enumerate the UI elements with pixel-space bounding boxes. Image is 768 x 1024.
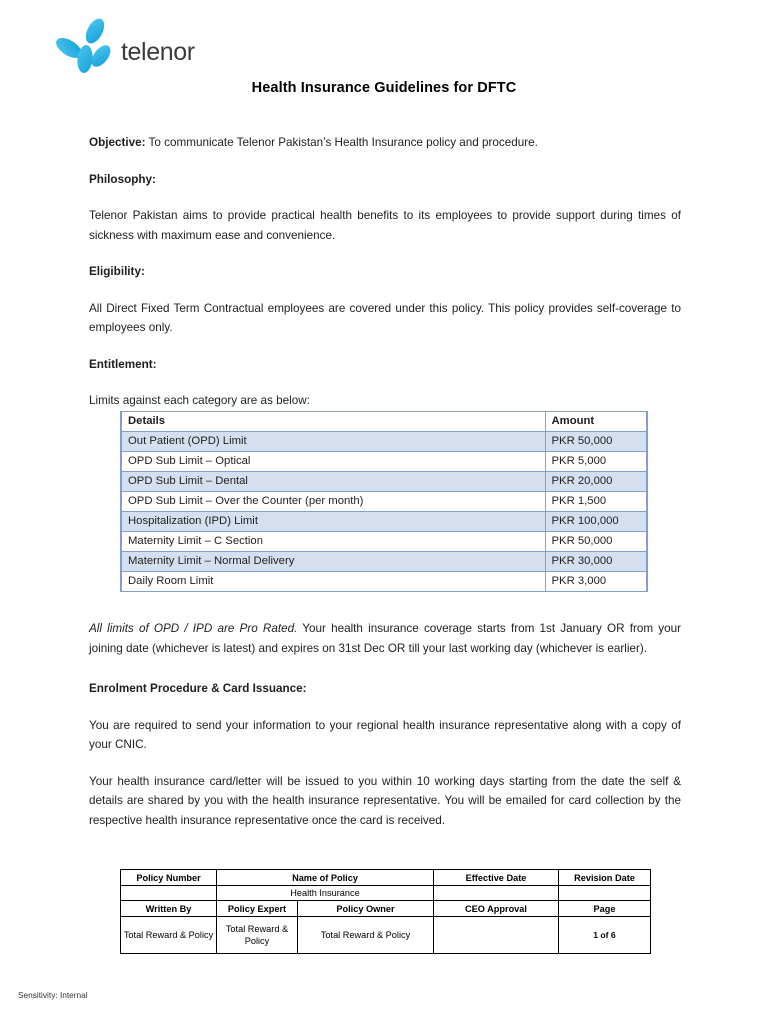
page-label: Page xyxy=(559,901,651,917)
policy-owner-value: Total Reward & Policy xyxy=(298,917,434,954)
table-row xyxy=(121,532,647,552)
sensitivity-label: Sensitivity: Internal xyxy=(18,990,88,1000)
effective-date-label: Effective Date xyxy=(434,870,559,886)
cell-amount: PKR 5,000 xyxy=(545,452,647,472)
telenor-propeller-logo-icon xyxy=(55,16,117,78)
page-value: 1 of 6 xyxy=(559,917,651,954)
prorated-paragraph xyxy=(89,619,681,658)
telenor-logo xyxy=(55,16,285,80)
cell-amount: PKR 50,000 xyxy=(545,432,647,452)
policy-table-row-values-2 xyxy=(121,917,651,954)
enrolment-paragraph-2: Your health insurance card/letter will be issued to you within 10 working days starting from the date the self & details are shared by you with the health insurance representative. You will be emailed for card collection by the respective health insurance representative once the card is received. xyxy=(89,774,681,827)
policy-table-row-headers-2 xyxy=(121,901,651,917)
ceo-approval-label: CEO Approval xyxy=(434,901,559,917)
telenor-wordmark: telenor xyxy=(121,38,195,66)
document-body-lower xyxy=(89,619,681,830)
cell-details: OPD Sub Limit – Dental xyxy=(121,472,545,492)
spacer xyxy=(89,658,681,679)
cell-amount: PKR 20,000 xyxy=(545,472,647,492)
limits-table xyxy=(120,411,648,592)
cell-amount: PKR 30,000 xyxy=(545,552,647,572)
spacer xyxy=(89,699,681,716)
spacer xyxy=(89,153,681,170)
eligibility-label: Eligibility: xyxy=(89,265,145,278)
revision-date-value xyxy=(559,886,651,901)
cell-details: Hospitalization (IPD) Limit xyxy=(121,512,545,532)
policy-metadata-table xyxy=(120,869,651,954)
objective-text: To communicate Telenor Pakistan’s Health Insurance policy and procedure. xyxy=(145,136,538,149)
spacer xyxy=(89,245,681,262)
policy-number-value xyxy=(121,886,217,901)
prorated-italic-text: All limits of OPD / IPD are Pro Rated. xyxy=(89,622,298,635)
cell-details: Daily Room Limit xyxy=(121,572,545,592)
policy-table-row-values-1 xyxy=(121,886,651,901)
table-row xyxy=(121,552,647,572)
spacer xyxy=(89,282,681,299)
enrolment-paragraph-1: You are required to send your information to your regional health insurance representative along with a copy of your CNIC. xyxy=(89,718,681,751)
cell-details: Maternity Limit – C Section xyxy=(121,532,545,552)
entitlement-label: Entitlement: xyxy=(89,357,157,371)
table-row xyxy=(121,492,647,512)
cell-details: OPD Sub Limit – Over the Counter (per month) xyxy=(121,492,545,512)
name-of-policy-label: Name of Policy xyxy=(217,870,434,886)
cell-amount: PKR 3,000 xyxy=(545,572,647,592)
document-body xyxy=(89,133,681,411)
objective-label: Objective: xyxy=(89,136,146,149)
policy-owner-label: Policy Owner xyxy=(298,901,434,917)
column-header-details: Details xyxy=(121,412,545,432)
cell-amount: PKR 100,000 xyxy=(545,512,647,532)
limits-table-container xyxy=(120,411,646,592)
policy-expert-label: Policy Expert xyxy=(217,901,298,917)
spacer xyxy=(89,374,681,391)
policy-metadata-table-container xyxy=(120,869,650,954)
policy-number-label: Policy Number xyxy=(121,870,217,886)
cell-details: Maternity Limit – Normal Delivery xyxy=(121,552,545,572)
written-by-label: Written By xyxy=(121,901,217,917)
page-title: Health Insurance Guidelines for DFTC xyxy=(251,80,517,96)
policy-table-row-headers-1 xyxy=(121,870,651,886)
cell-details: OPD Sub Limit – Optical xyxy=(121,452,545,472)
philosophy-label: Philosophy: xyxy=(89,172,156,186)
table-row xyxy=(121,452,647,472)
column-header-amount: Amount xyxy=(545,412,647,432)
philosophy-text: Telenor Pakistan aims to provide practical health benefits to its employees to provide support during times of sickness with maximum ease and convenience. xyxy=(89,209,681,242)
table-row xyxy=(121,432,647,452)
prorated-rest-text: Your health insurance coverage starts from 1st January OR from your joining date (whichever is latest) and expires on 31st Dec OR till your last working day (whichever is earlier). xyxy=(89,622,682,655)
cell-amount: PKR 1,500 xyxy=(545,492,647,512)
table-row xyxy=(121,472,647,492)
enrolment-label: Enrolment Procedure & Card Issuance: xyxy=(89,682,307,695)
table-row xyxy=(121,512,647,532)
cell-amount: PKR 50,000 xyxy=(545,532,647,552)
written-by-value: Total Reward & Policy xyxy=(121,917,217,954)
ceo-approval-value xyxy=(434,917,559,954)
spacer xyxy=(89,338,681,355)
table-row xyxy=(121,572,647,592)
revision-date-label: Revision Date xyxy=(559,870,651,886)
name-of-policy-value: Health Insurance xyxy=(217,886,434,901)
eligibility-text: All Direct Fixed Term Contractual employees are covered under this policy. This policy provides self-coverage to employees only. xyxy=(89,301,681,334)
effective-date-value xyxy=(434,886,559,901)
spacer xyxy=(89,755,681,772)
table-header-row xyxy=(121,412,647,432)
policy-expert-value: Total Reward & Policy xyxy=(217,917,298,954)
objective-paragraph xyxy=(89,133,681,153)
entitlement-text: Limits against each category are as below: xyxy=(89,394,310,407)
spacer xyxy=(89,189,681,206)
cell-details: Out Patient (OPD) Limit xyxy=(121,432,545,452)
